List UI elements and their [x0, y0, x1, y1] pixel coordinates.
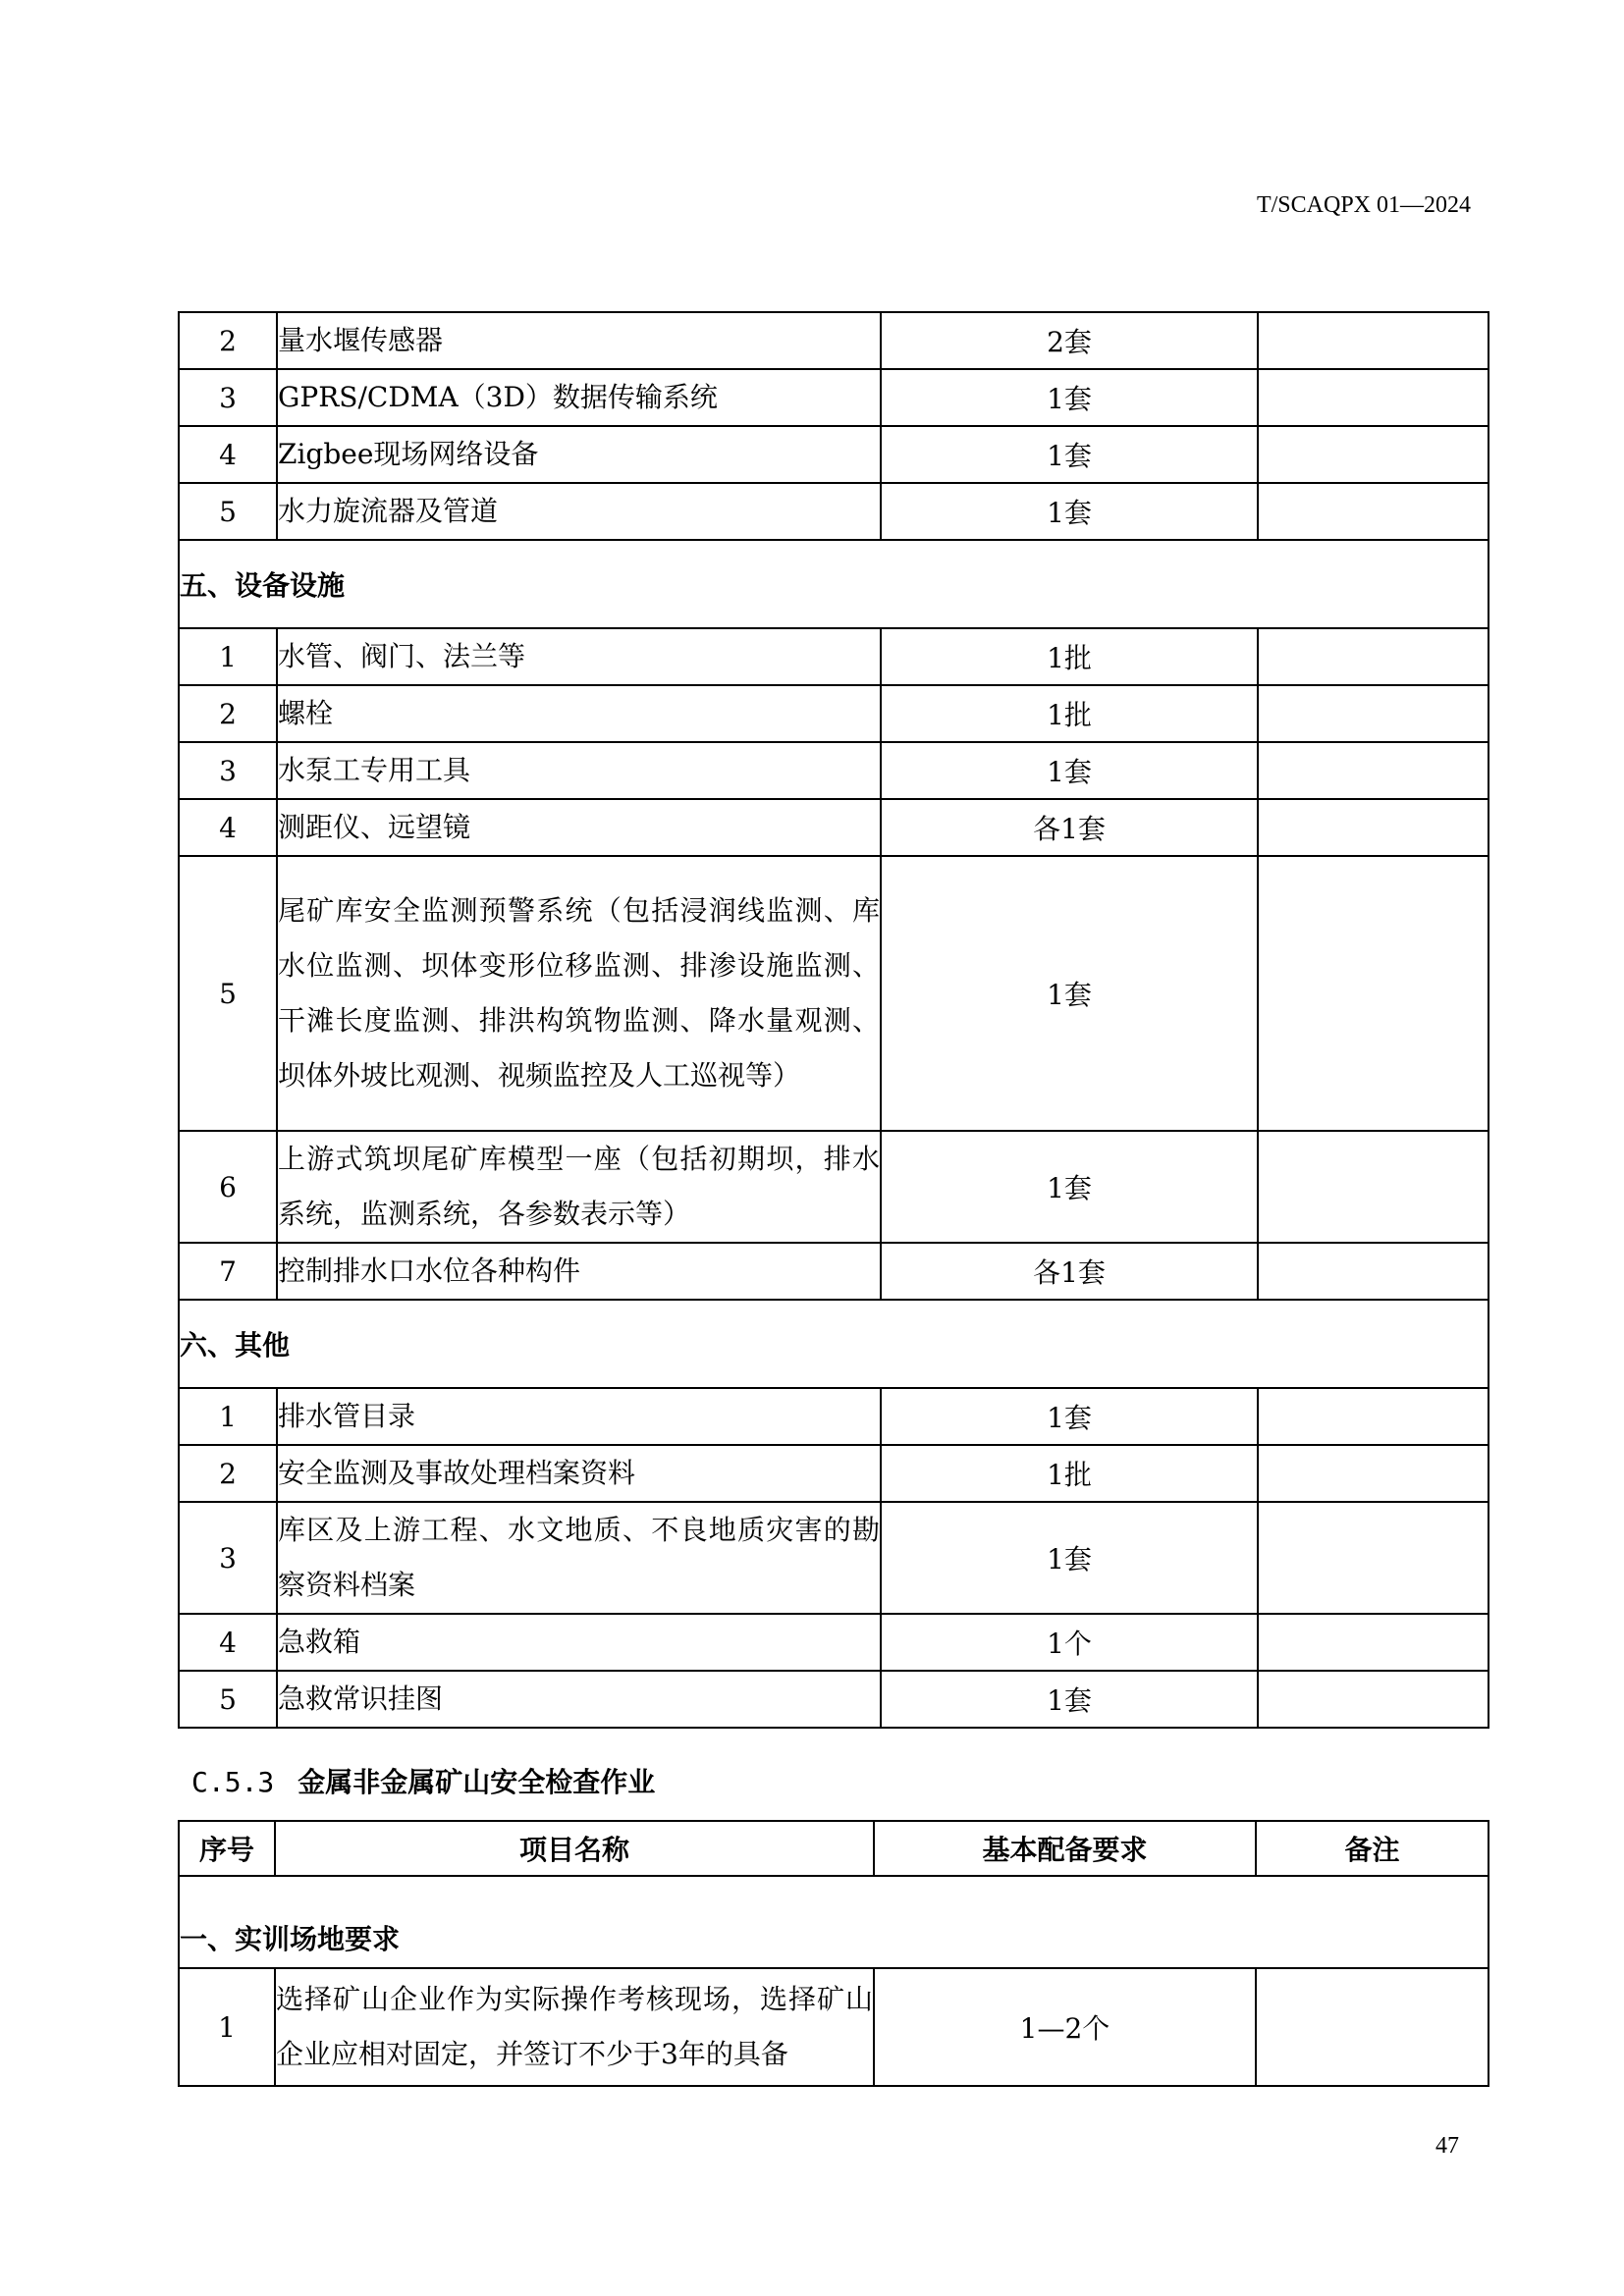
row-req: 1套 [881, 856, 1258, 1131]
row-note [1258, 1445, 1489, 1502]
row-req: 1套 [881, 1502, 1258, 1614]
section-heading [191, 1761, 655, 1800]
row-req: 1套 [881, 1131, 1258, 1243]
row-no: 3 [179, 1502, 277, 1614]
row-no: 5 [179, 483, 277, 540]
section-title: 金属非金属矿山安全检查作业 [298, 1766, 656, 1798]
table-row [179, 742, 1489, 799]
row-name: 水泵工专用工具 [277, 742, 881, 799]
table-row [179, 856, 1489, 1131]
section-row [179, 1876, 1489, 1968]
row-note [1258, 1131, 1489, 1243]
table-row [179, 1445, 1489, 1502]
standard-code: T/SCAQPX 01—2024 [1256, 192, 1471, 218]
table-row [179, 1671, 1489, 1728]
row-no: 1 [179, 1388, 277, 1445]
equipment-table [178, 311, 1489, 1729]
row-note [1258, 685, 1489, 742]
header-name: 项目名称 [275, 1821, 874, 1876]
row-req: 1套 [881, 1671, 1258, 1728]
row-note [1258, 1502, 1489, 1614]
row-req: 1套 [881, 483, 1258, 540]
row-req: 1批 [881, 1445, 1258, 1502]
row-note [1258, 799, 1489, 856]
row-no: 4 [179, 426, 277, 483]
row-name: 上游式筑坝尾矿库模型一座（包括初期坝，排水系统，监测系统，各参数表示等） [277, 1131, 881, 1243]
row-name-text: 选择矿山企业作为实际操作考核现场，选择矿山企业应相对固定，并签订不少于3年的具备 [276, 1983, 873, 2070]
table-row [179, 426, 1489, 483]
row-note [1258, 742, 1489, 799]
row-req: 1批 [881, 685, 1258, 742]
row-note [1258, 1671, 1489, 1728]
section-title-cell: 五、设备设施 [179, 540, 1489, 628]
row-name: 安全监测及事故处理档案资料 [277, 1445, 881, 1502]
row-name: 尾矿库安全监测预警系统（包括浸润线监测、库水位监测、坝体变形位移监测、排渗设施监测、干滩长度监测、排洪构筑物监测、降水量观测、坝体外坡比观测、视频监控及人工巡视等） [277, 856, 881, 1131]
row-no: 7 [179, 1243, 277, 1300]
row-req: 1个 [881, 1614, 1258, 1671]
row-name: 急救箱 [277, 1614, 881, 1671]
header-req: 基本配备要求 [874, 1821, 1256, 1876]
table-row [179, 685, 1489, 742]
row-no: 5 [179, 1671, 277, 1728]
section-title-cell: 一、实训场地要求 [179, 1876, 1489, 1968]
row-no: 3 [179, 369, 277, 426]
row-note [1256, 1968, 1489, 2086]
table-row [179, 369, 1489, 426]
table-row [179, 1614, 1489, 1671]
row-req: 1—2个 [874, 1968, 1256, 2086]
row-note [1258, 856, 1489, 1131]
row-note [1258, 312, 1489, 369]
row-note [1258, 1388, 1489, 1445]
row-name: 量水堰传感器 [277, 312, 881, 369]
row-req: 1套 [881, 426, 1258, 483]
row-note [1258, 1614, 1489, 1671]
header-no: 序号 [179, 1821, 275, 1876]
row-req: 1套 [881, 1388, 1258, 1445]
row-req: 各1套 [881, 1243, 1258, 1300]
table-row [179, 1131, 1489, 1243]
row-no: 2 [179, 312, 277, 369]
row-req: 1套 [881, 369, 1258, 426]
row-name: 急救常识挂图 [277, 1671, 881, 1728]
table-row [179, 483, 1489, 540]
row-no: 5 [179, 856, 277, 1131]
section-code: C.5.3 [191, 1766, 275, 1798]
row-name: 库区及上游工程、水文地质、不良地质灾害的勘察资料档案 [277, 1502, 881, 1614]
header-note: 备注 [1256, 1821, 1489, 1876]
row-req: 1套 [881, 742, 1258, 799]
row-req: 1批 [881, 628, 1258, 685]
page-number: 47 [1435, 2133, 1459, 2159]
row-note [1258, 483, 1489, 540]
section-title-cell: 六、其他 [179, 1300, 1489, 1388]
table-row [179, 628, 1489, 685]
row-name: GPRS/CDMA（3D）数据传输系统 [277, 369, 881, 426]
row-no: 2 [179, 1445, 277, 1502]
inspection-table [178, 1820, 1489, 2087]
table-row [179, 799, 1489, 856]
table-row [179, 312, 1489, 369]
row-no: 4 [179, 799, 277, 856]
row-no: 3 [179, 742, 277, 799]
row-note [1258, 369, 1489, 426]
row-no: 1 [179, 1968, 275, 2086]
row-name: 控制排水口水位各种构件 [277, 1243, 881, 1300]
table-row [179, 1388, 1489, 1445]
table-row [179, 1243, 1489, 1300]
section-row [179, 540, 1489, 628]
section-row [179, 1300, 1489, 1388]
row-no: 1 [179, 628, 277, 685]
row-note [1258, 628, 1489, 685]
table-header-row [179, 1821, 1489, 1876]
row-req: 2套 [881, 312, 1258, 369]
row-no: 6 [179, 1131, 277, 1243]
table-row [179, 1968, 1489, 2086]
row-name: 排水管目录 [277, 1388, 881, 1445]
row-name: 测距仪、远望镜 [277, 799, 881, 856]
row-name: 螺栓 [277, 685, 881, 742]
row-req: 各1套 [881, 799, 1258, 856]
row-no: 4 [179, 1614, 277, 1671]
row-note [1258, 1243, 1489, 1300]
row-name: 水力旋流器及管道 [277, 483, 881, 540]
row-name: 水管、阀门、法兰等 [277, 628, 881, 685]
row-no: 2 [179, 685, 277, 742]
row-name [275, 1968, 874, 2086]
table-row [179, 1502, 1489, 1614]
row-name: Zigbee现场网络设备 [277, 426, 881, 483]
row-note [1258, 426, 1489, 483]
